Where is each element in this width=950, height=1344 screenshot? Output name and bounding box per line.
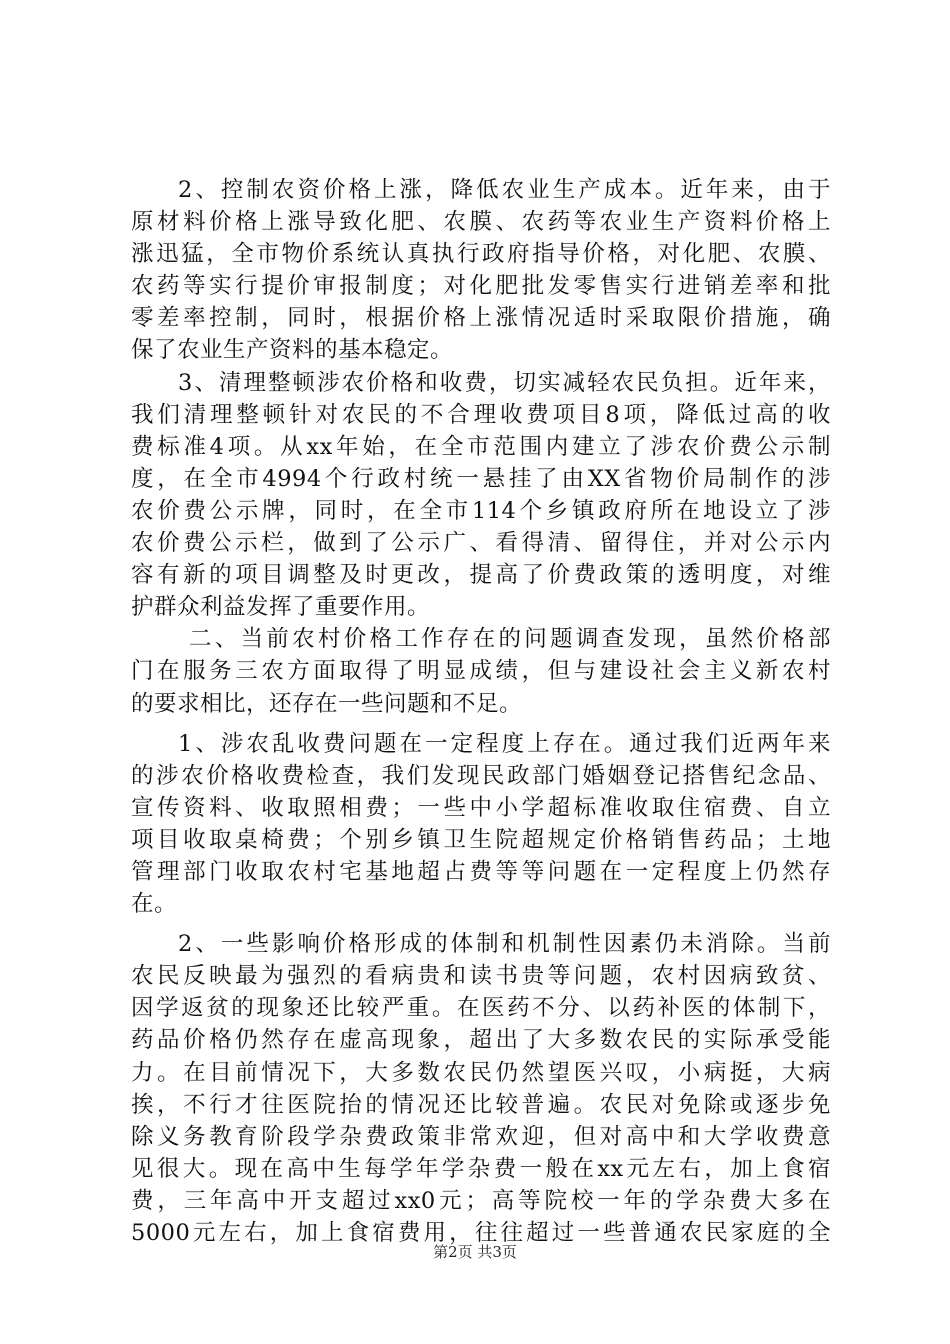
text-line: 的要求相比，还存在一些问题和不足。 xyxy=(131,690,523,717)
text-line: 管理部门收取农村宅基地超占费等等问题在一定程度上仍然存 xyxy=(131,858,831,885)
text-line: 农民反映最为强烈的看病贵和读书贵等问题，农村因病致贫、 xyxy=(131,963,831,990)
text-line: 力。在目前情况下，大多数农民仍然望医兴叹，小病挺，大病 xyxy=(131,1059,831,1086)
document-body xyxy=(131,174,831,1249)
text-line: 2、控制农资价格上涨，降低农业生产成本。近年来，由于 xyxy=(178,177,831,203)
text-line: 农价费公示牌，同时，在全市114个乡镇政府所在地设立了涉 xyxy=(131,497,831,524)
text-line: 药品价格仍然存在虚高现象，超出了大多数农民的实际承受能 xyxy=(131,1027,831,1054)
text-line: 5000元左右，加上食宿费用，往往超过一些普通农民家庭的全 xyxy=(131,1220,831,1246)
text-line: 3、清理整顿涉农价格和收费，切实减轻农民负担。近年来， xyxy=(178,369,831,396)
text-line: 的涉农价格收费检查，我们发现民政部门婚姻登记搭售纪念品、 xyxy=(131,762,831,789)
text-line: 农药等实行提价审报制度；对化肥批发零售实行进销差率和批 xyxy=(131,273,831,300)
text-line: 挨，不行才往医院抬的情况还比较普遍。农民对免除或逐步免 xyxy=(131,1091,831,1118)
paragraph-fee-cleanup xyxy=(131,367,831,624)
text-line: 涨迅猛，全市物价系统认真执行政府指导价格，对化肥、农膜、 xyxy=(131,241,831,268)
text-line: 农价费公示栏，做到了公示广、看得清、留得住，并对公示内 xyxy=(131,530,831,557)
text-line: 1、涉农乱收费问题在一定程度上存在。通过我们近两年来 xyxy=(178,730,831,757)
paragraph-institutional-factors xyxy=(131,928,831,1249)
text-line: 零差率控制，同时，根据价格上涨情况适时采取限价措施，确 xyxy=(131,305,831,332)
paragraph-gap xyxy=(131,920,831,928)
text-line: 度，在全市4994个行政村统一悬挂了由XX省物价局制作的涉 xyxy=(131,465,831,492)
text-line: 容有新的项目调整及时更改，提高了价费政策的透明度，对维 xyxy=(131,562,831,589)
text-line: 保了农业生产资料的基本稳定。 xyxy=(131,337,454,364)
paragraph-arbitrary-fees xyxy=(131,728,831,921)
text-line: 在。 xyxy=(131,891,178,918)
text-line: 二、当前农村价格工作存在的问题调查发现，虽然价格部 xyxy=(189,626,831,653)
text-line: 我们清理整顿针对农民的不合理收费项目8项，降低过高的收 xyxy=(131,401,831,428)
text-line: 项目收取桌椅费；个别乡镇卫生院超规定价格销售药品；土地 xyxy=(131,826,831,853)
text-line: 费，三年高中开支超过xx0元；高等院校一年的学杂费大多在 xyxy=(131,1187,831,1214)
text-line: 2、一些影响价格形成的体制和机制性因素仍未消除。当前 xyxy=(178,931,831,958)
text-line: 宣传资料、收取照相费；一些中小学超标准收取住宿费、自立 xyxy=(131,794,831,821)
text-line: 护群众利益发挥了重要作用。 xyxy=(131,594,431,621)
text-line: 费标准4项。从xx年始，在全市范围内建立了涉农价费公示制 xyxy=(131,433,831,460)
text-line: 除义务教育阶段学杂费政策非常欢迎，但对高中和大学收费意 xyxy=(131,1123,831,1150)
paragraph-section-two xyxy=(131,623,831,719)
text-line: 门在服务三农方面取得了明显成绩，但与建设社会主义新农村 xyxy=(131,658,831,685)
text-line: 原材料价格上涨导致化肥、农膜、农药等农业生产资料价格上 xyxy=(131,209,831,236)
paragraph-price-control xyxy=(131,174,831,367)
text-line: 见很大。现在高中生每学年学杂费一般在xx元左右，加上食宿 xyxy=(131,1155,831,1182)
paragraph-gap xyxy=(131,720,831,728)
text-line: 因学返贫的现象还比较严重。在医药不分、以药补医的体制下， xyxy=(131,995,831,1022)
page-number-footer: 第2页 共3页 xyxy=(433,1243,517,1261)
